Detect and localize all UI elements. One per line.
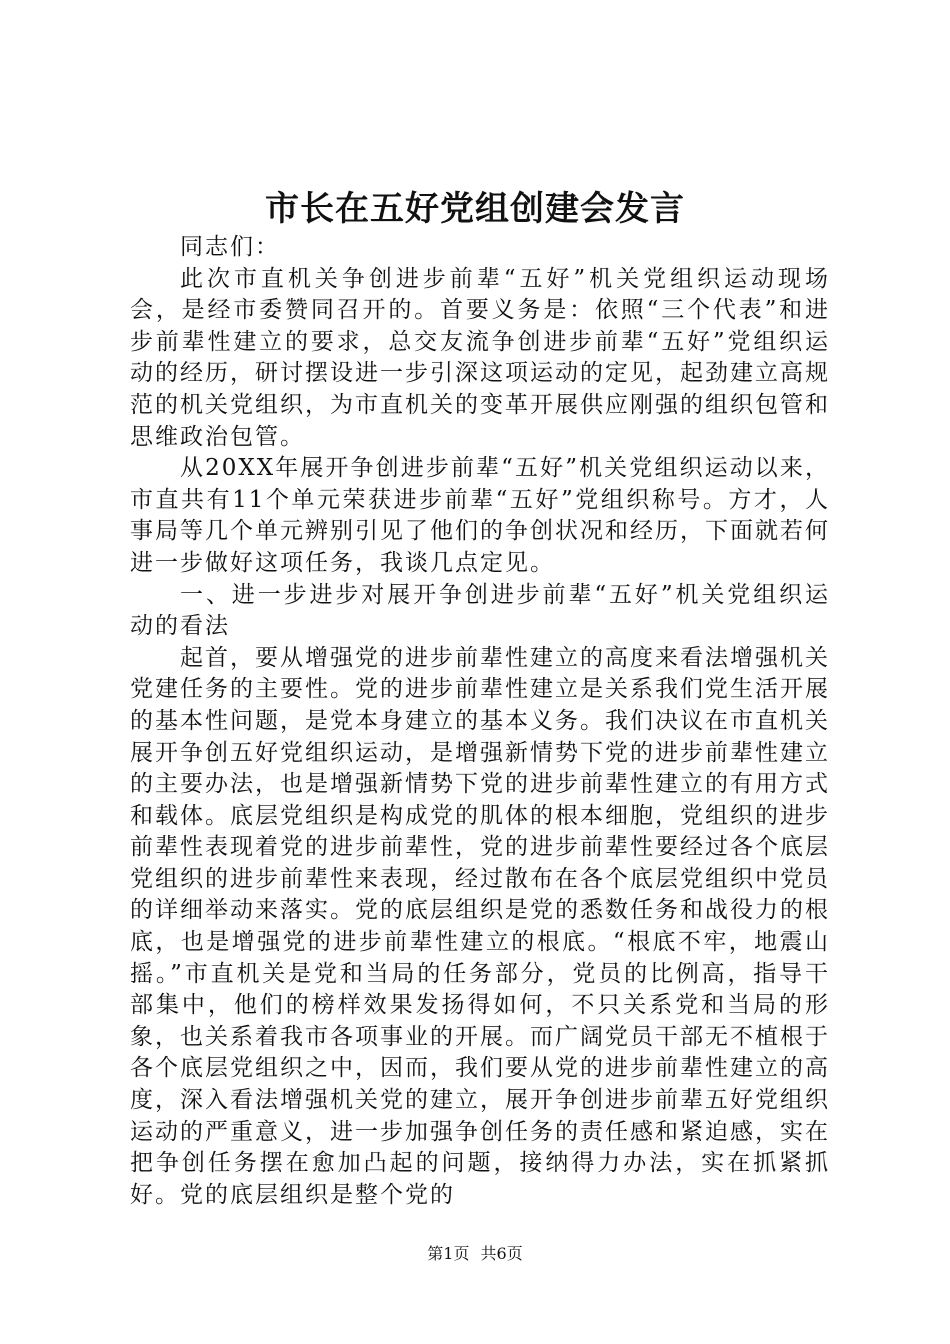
page-number: 第1页 — [427, 1244, 470, 1263]
page-total: 共6页 — [480, 1244, 523, 1263]
section-heading-one: 一、进一步进步对展开争创进步前辈“五好”机关党组织运动的看法 — [130, 581, 830, 640]
document-title: 市长在五好党组创建会发言 — [265, 189, 685, 229]
paragraph-background: 从20XX年展开争创进步前辈“五好”机关党组织运动以来，市直共有11个单元荣获进步前辈“五好”党组织称号。方才，人事局等几个单元辨别引见了他们的争创状况和经历，下面就若何进一步做好这项任务，我谈几点定见。 — [130, 455, 830, 576]
document-body — [130, 232, 830, 1211]
paragraph-section-one: 起首，要从增强党的进步前辈性建立的高度来看法增强机关党建任务的主要性。党的进步前辈性建立是关系我们党生活开展的基本性问题，是党本身建立的基本义务。我们决议在市直机关展开争创五好党组织运动，是增强新情势下党的进步前辈性建立的主要办法，也是增强新情势下党的进步前辈性建立的有用方式和载体。底层党组织是构成党的肌体的根本细胞，党组织的进步前辈性表现着党的进步前辈性，党的进步前辈性要经过各个底层党组织的进步前辈性来表现，经过散布在各个底层党组织中党员的详细举动来落实。党的底层组织是党的悉数任务和战役力的根底，也是增强党的进步前辈性建立的根底。“根底不牢，地震山摇。”市直机关是党和当局的任务部分，党员的比例高，指导干部集中，他们的榜样效果发扬得如何，不只关系党和当局的形象，也关系着我市各项事业的开展。而广阔党员干部无不植根于各个底层党组织之中，因而，我们要从党的进步前辈性建立的高度，深入看法增强机关党的建立，展开争创进步前辈五好党组织运动的严重意义，进一步加强争创任务的责任感和紧迫感，实在把争创任务摆在愈加凸起的问题，接纳得力办法，实在抓紧抓好。党的底层组织是整个党的 — [130, 644, 830, 1208]
page-footer — [0, 1243, 950, 1265]
paragraph-intro: 此次市直机关争创进步前辈“五好”机关党组织运动现场会，是经市委赞同召开的。首要义务是：依照“三个代表”和进步前辈性建立的要求，总交友流争创进步前辈“五好”党组织运动的经历，研讨摆设进一步引深这项运动的定见，起劲建立高规范的机关党组织，为市直机关的变革开展供应刚强的组织包管和思维政治包管。 — [130, 265, 830, 450]
paragraph-salutation: 同志们： — [180, 234, 280, 260]
